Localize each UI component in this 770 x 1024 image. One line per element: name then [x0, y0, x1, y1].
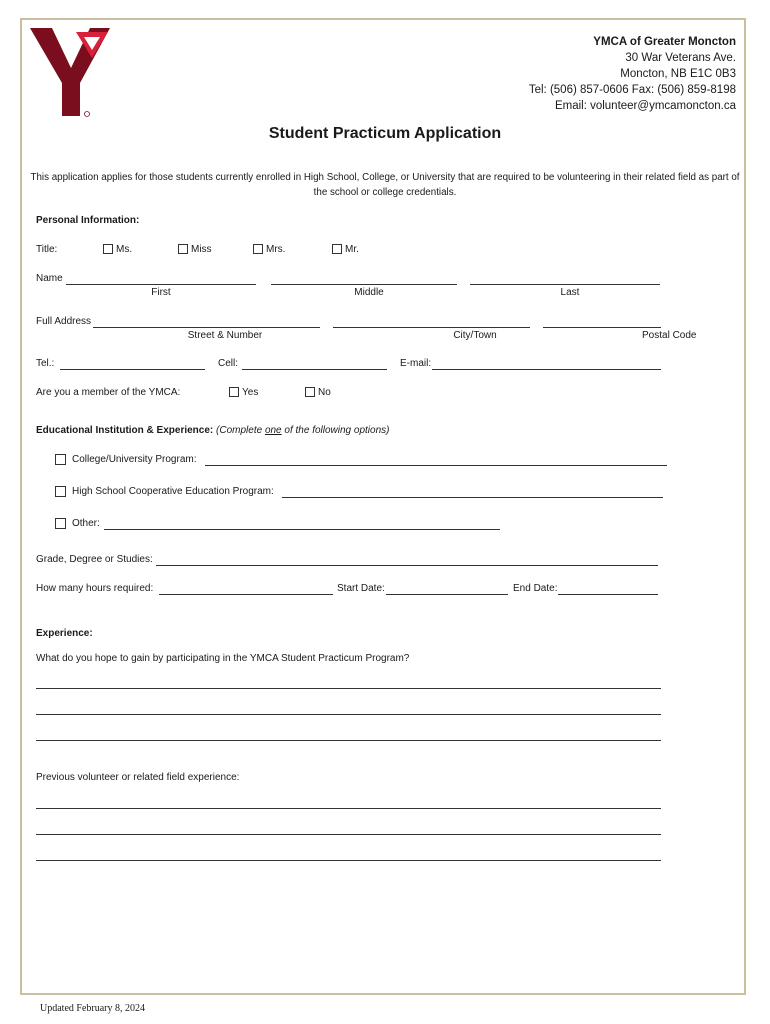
city-sublabel: City/Town — [453, 330, 497, 341]
college-program-field[interactable] — [205, 465, 667, 466]
end-date-label: End Date: — [513, 583, 558, 594]
note-post: of the following options) — [281, 425, 390, 436]
title-mr-label: Mr. — [345, 244, 359, 255]
street-sublabel: Street & Number — [187, 330, 263, 341]
grade-field[interactable] — [156, 565, 658, 566]
college-program-checkbox[interactable] — [55, 454, 66, 465]
start-date-field[interactable] — [386, 594, 508, 595]
first-sublabel: First — [151, 287, 171, 298]
grade-label: Grade, Degree or Studies: — [36, 554, 153, 565]
end-date-field[interactable] — [558, 594, 658, 595]
postal-code-field[interactable] — [543, 327, 661, 328]
city-field[interactable] — [333, 327, 530, 328]
education-heading-text: Educational Institution & Experience: — [36, 425, 214, 436]
member-no-checkbox[interactable] — [305, 387, 315, 397]
experience-heading: Experience: — [36, 628, 93, 639]
first-name-field[interactable] — [66, 284, 256, 285]
updated-date: Updated February 8, 2024 — [40, 1003, 145, 1014]
experience-answer-line[interactable] — [36, 834, 661, 835]
hours-label: How many hours required: — [36, 583, 154, 594]
title-mrs-label: Mrs. — [266, 244, 286, 255]
title-mr-checkbox[interactable] — [332, 244, 342, 254]
highschool-program-field[interactable] — [282, 497, 663, 498]
other-program-label: Other: — [72, 518, 100, 529]
member-question: Are you a member of the YMCA: — [36, 387, 181, 398]
org-address-line2: Moncton, NB E1C 0B3 — [620, 68, 736, 80]
org-name: YMCA of Greater Moncton — [593, 36, 736, 48]
gain-question: What do you hope to gain by participating in the YMCA Student Practicum Program? — [36, 653, 410, 664]
last-sublabel: Last — [560, 287, 580, 298]
personal-info-heading: Personal Information: — [36, 215, 140, 226]
experience-answer-line[interactable] — [36, 808, 661, 809]
note-underlined: one — [264, 425, 282, 436]
middle-name-field[interactable] — [271, 284, 457, 285]
experience-answer-line[interactable] — [36, 860, 661, 861]
gain-answer-line[interactable] — [36, 688, 661, 689]
note-pre: (Complete — [216, 425, 265, 436]
intro-text: This application applies for those students currently enrolled in High School, College, or University that are required to be volunteering in their related field as part of the school or college credentials. — [30, 172, 740, 198]
education-heading-note — [216, 425, 389, 436]
org-address-line1: 30 War Veterans Ave. — [625, 52, 736, 64]
cell-label: Cell: — [218, 358, 239, 369]
member-yes-label: Yes — [242, 387, 259, 398]
title-label: Title: — [36, 244, 58, 255]
cell-field[interactable] — [242, 369, 387, 370]
highschool-program-label: High School Cooperative Education Program: — [72, 486, 274, 497]
name-label: Name — [36, 273, 63, 284]
ymca-logo — [30, 28, 112, 120]
gain-answer-line[interactable] — [36, 740, 661, 741]
organization-info — [529, 34, 736, 114]
title-miss-label: Miss — [191, 244, 212, 255]
middle-sublabel: Middle — [354, 287, 384, 298]
gain-answer-line[interactable] — [36, 714, 661, 715]
other-program-field[interactable] — [104, 529, 500, 530]
form-title: Student Practicum Application — [268, 125, 502, 142]
tel-label: Tel.: — [36, 358, 55, 369]
org-email: Email: volunteer@ymcamoncton.ca — [554, 100, 736, 112]
hours-field[interactable] — [159, 594, 333, 595]
title-ms-checkbox[interactable] — [103, 244, 113, 254]
title-ms-label: Ms. — [116, 244, 133, 255]
title-miss-checkbox[interactable] — [178, 244, 188, 254]
postal-code-sublabel: Postal Code — [642, 330, 697, 341]
page-border — [20, 18, 746, 995]
tel-field[interactable] — [60, 369, 205, 370]
title-mrs-checkbox[interactable] — [253, 244, 263, 254]
previous-experience-question: Previous volunteer or related field experience: — [36, 772, 240, 783]
highschool-program-checkbox[interactable] — [55, 486, 66, 497]
start-date-label: Start Date: — [337, 583, 385, 594]
member-yes-checkbox[interactable] — [229, 387, 239, 397]
last-name-field[interactable] — [470, 284, 660, 285]
other-program-checkbox[interactable] — [55, 518, 66, 529]
education-heading — [36, 425, 389, 436]
address-label: Full Address — [36, 316, 92, 327]
street-field[interactable] — [93, 327, 320, 328]
member-no-label: No — [318, 387, 331, 398]
email-label: E-mail: — [400, 358, 432, 369]
email-field[interactable] — [432, 369, 661, 370]
college-program-label: College/University Program: — [72, 454, 197, 465]
org-phone-fax: Tel: (506) 857-0606 Fax: (506) 859-8198 — [528, 84, 736, 96]
